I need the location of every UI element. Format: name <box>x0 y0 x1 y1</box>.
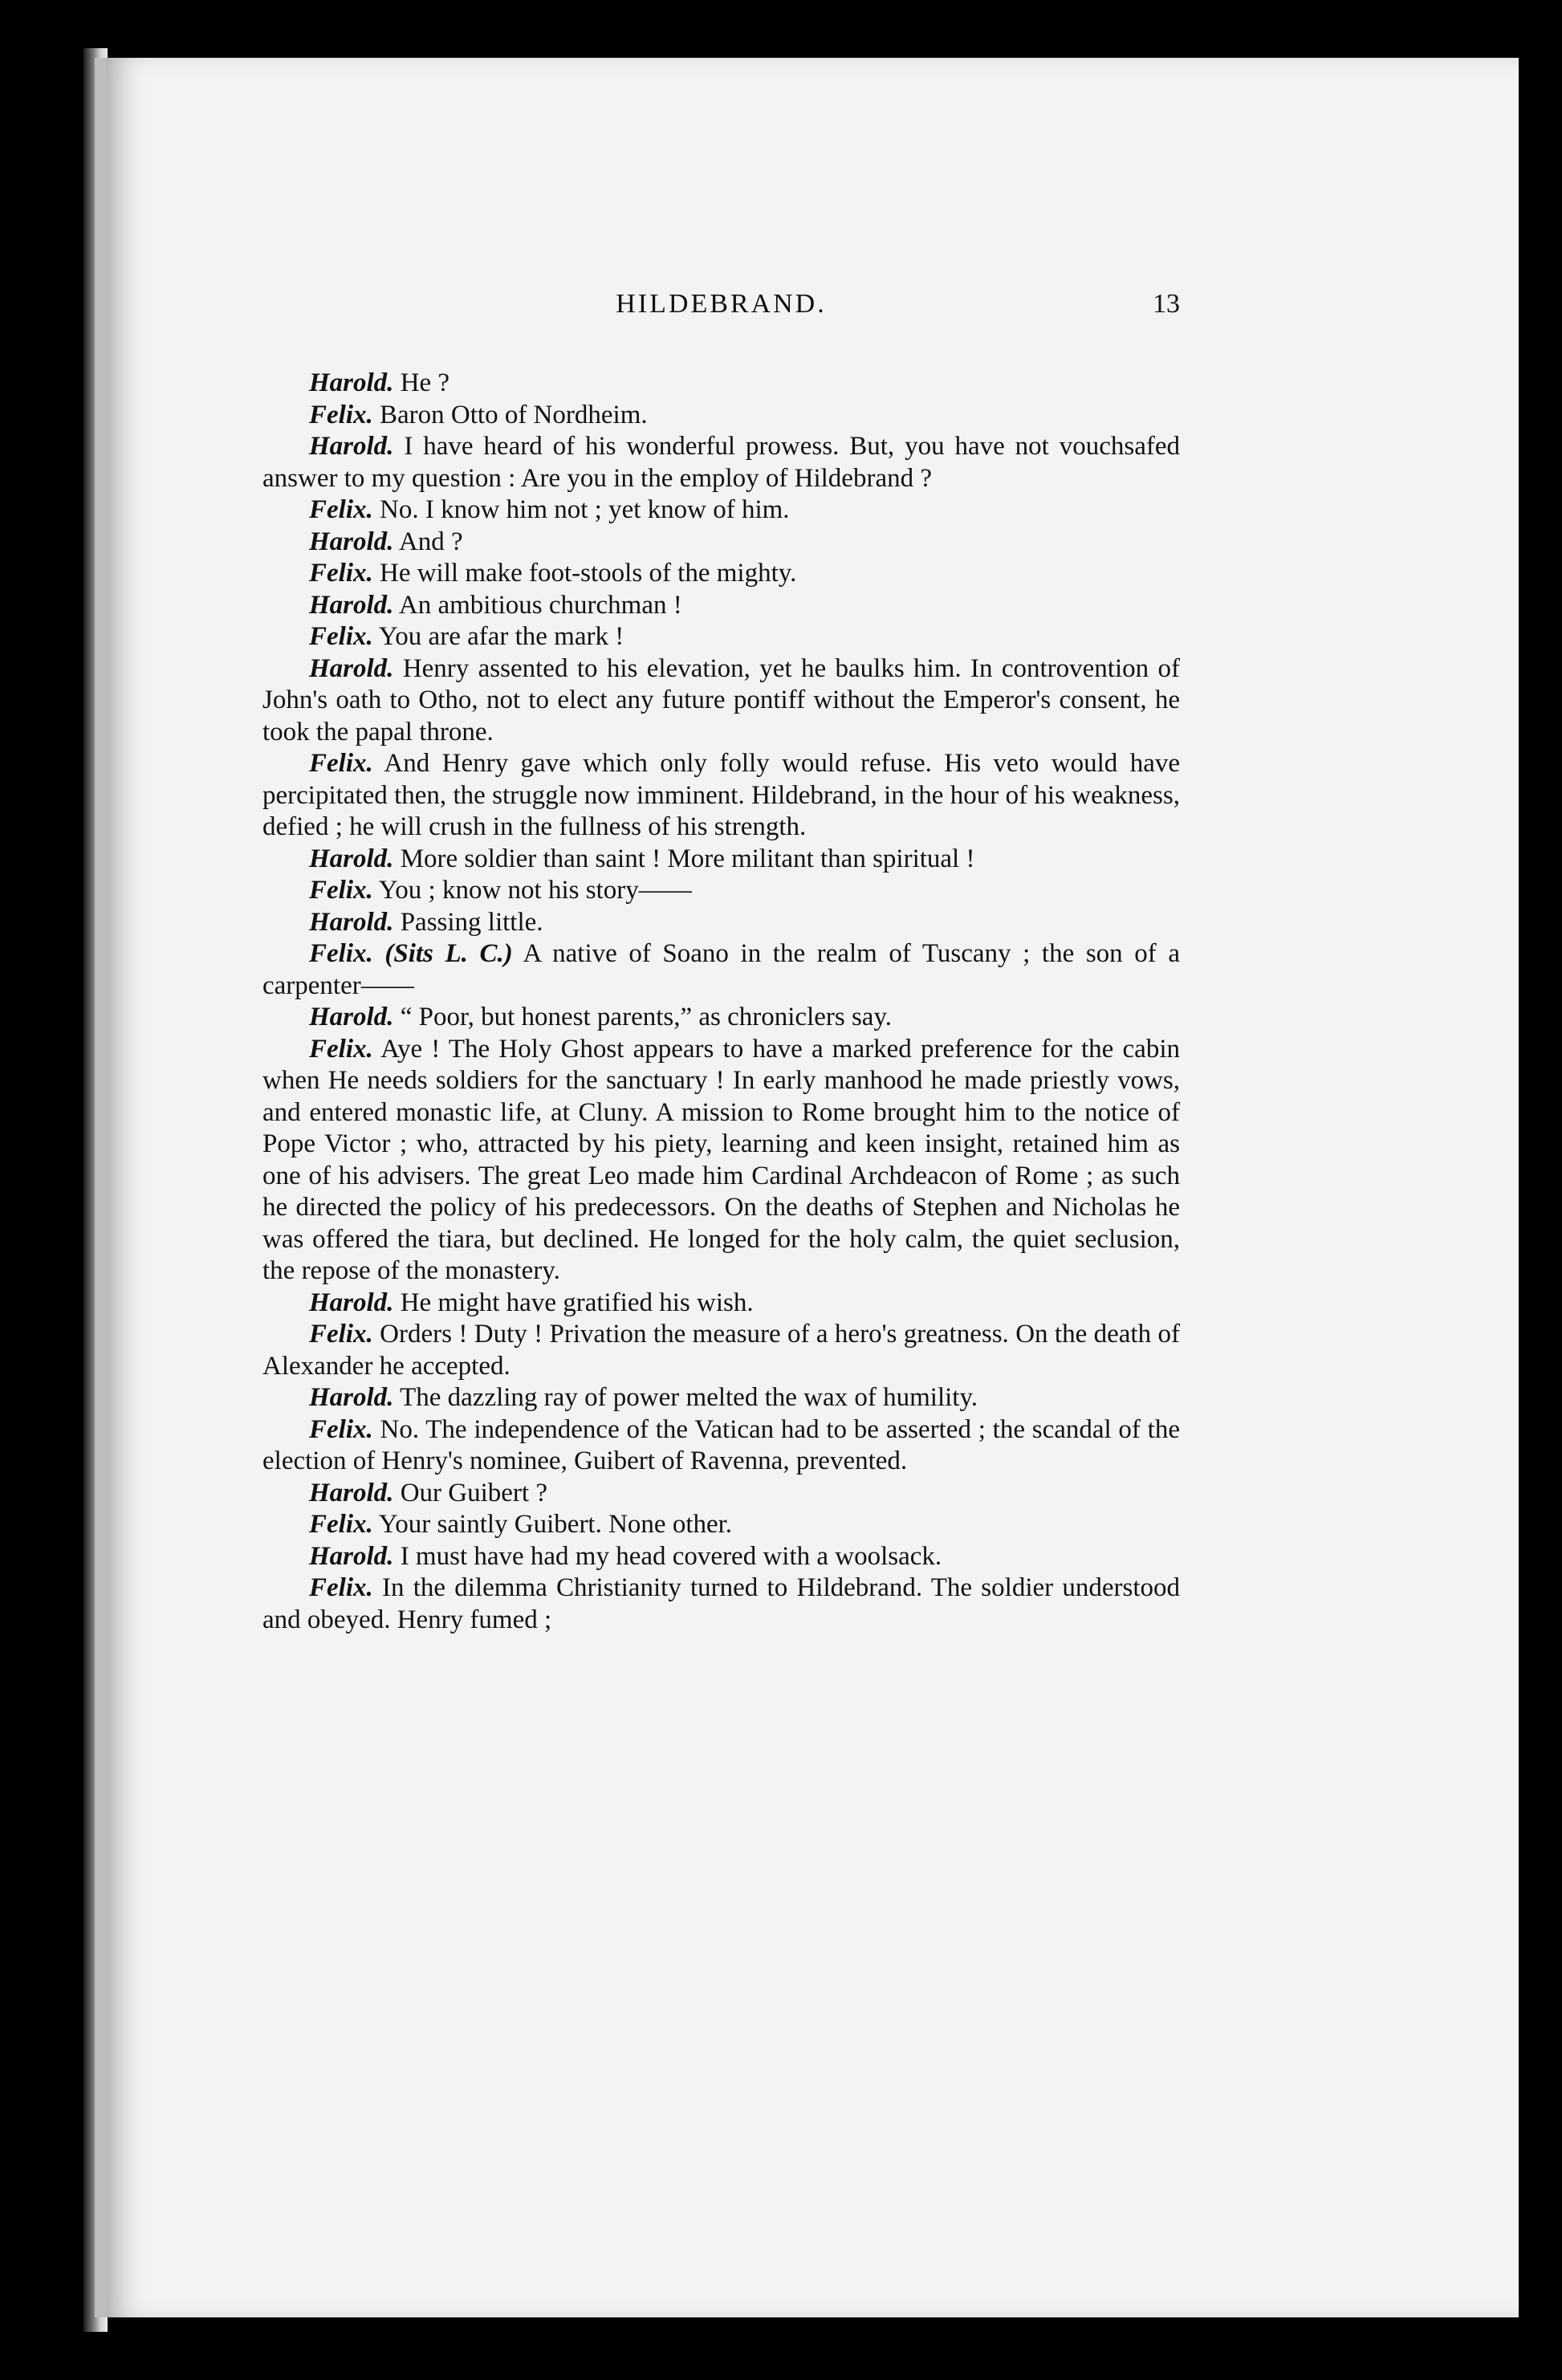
dialogue-line <box>262 1319 1180 1382</box>
dialogue-line <box>262 431 1180 494</box>
speaker-name: Harold. <box>309 1541 394 1571</box>
dialogue-line <box>262 368 1180 400</box>
dialogue-line <box>262 907 1180 939</box>
speech-text: Aye ! The Holy Ghost appears to have a marked preference for the cabin when He needs soldiers for the sanctuary ! In early manhood he made priestly vows, and entered monastic life, at Cluny. A mission to Rome brought him to the notice of Pope Victor ; who, attracted by his piety, learning and keen insight, retained him as one of his advisers. The great Leo made him Cardinal Archdeacon of Rome ; as such he directed the policy of his predecessors. On the deaths of Stephen and Nicholas he was offered the tiara, but declined. He longed for the holy calm, the quiet seclusion, the repose of the monastery. <box>262 1034 1180 1285</box>
dialogue-line <box>262 621 1180 653</box>
speaker-name: Harold. <box>309 1478 394 1507</box>
speech-text: An ambitious churchman ! <box>398 590 682 620</box>
dialogue-line <box>262 653 1180 749</box>
speech-text: I must have had my head covered with a woolsack. <box>400 1541 942 1571</box>
speaker-name: Felix. <box>309 1034 373 1064</box>
speaker-name: Felix. <box>309 1320 373 1349</box>
dialogue-body <box>262 368 1180 1636</box>
speech-text: You are afar the mark ! <box>378 622 624 651</box>
speaker-name: Harold. <box>309 432 394 461</box>
dialogue-line <box>262 1034 1180 1288</box>
speech-text: He will make foot-stools of the mighty. <box>380 559 797 588</box>
dialogue-line <box>262 1541 1180 1573</box>
dialogue-line <box>262 844 1180 876</box>
speech-text: And ? <box>398 527 463 556</box>
speech-text: Baron Otto of Nordheim. <box>380 400 648 429</box>
speech-text: I have heard of his wonderful prowess. But, you have not vouchsafed answer to my question : Are you in the employ of Hildebrand ? <box>262 432 1180 493</box>
speaker-name: Harold. <box>309 368 394 397</box>
speaker-name: Felix. <box>309 1510 373 1539</box>
dialogue-line <box>262 494 1180 527</box>
speaker-name: Felix. <box>309 749 373 778</box>
speech-text: “ Poor, but honest parents,” as chroniclers say. <box>400 1003 893 1031</box>
dialogue-line <box>262 1382 1180 1414</box>
stage-direction: (Sits L. C.) <box>384 939 513 968</box>
speech-text: Passing little. <box>400 907 543 937</box>
speaker-name: Harold. <box>309 590 394 620</box>
dialogue-line <box>262 400 1180 432</box>
dialogue-line <box>262 1572 1180 1636</box>
speaker-name: Harold. <box>309 1003 394 1031</box>
speech-text: No. The independence of the Vatican had to be asserted ; the scandal of the election of Henry's nominee, Guibert of Ravenna, prevented. <box>262 1414 1181 1475</box>
speech-text: He might have gratified his wish. <box>400 1288 754 1317</box>
speaker-name: Felix. <box>309 559 373 588</box>
speaker-name: Felix. <box>309 495 373 524</box>
speech-text: A native of Soano in the realm of Tuscany ; the son of a carpenter—— <box>262 939 1180 1000</box>
dialogue-line <box>262 1288 1180 1320</box>
speaker-name: Harold. <box>309 527 394 556</box>
running-title: HILDEBRAND. <box>616 289 827 319</box>
dialogue-line <box>262 1002 1180 1034</box>
speaker-name: Felix. <box>309 1414 373 1444</box>
speaker-name: Felix. <box>309 622 373 651</box>
speech-text: The dazzling ray of power melted the wax of humility. <box>400 1383 978 1412</box>
dialogue-line <box>262 748 1180 844</box>
speech-text: More soldier than saint ! More militant than spiritual ! <box>400 844 975 873</box>
speaker-name: Harold. <box>309 907 394 937</box>
dialogue-line <box>262 1509 1180 1541</box>
speech-text: And Henry gave which only folly would refuse. His veto would have percipitated then, the struggle now imminent. Hildebrand, in the hour of his weakness, defied ; he will crush in the fullness of his strength. <box>262 749 1180 841</box>
speaker-name: Felix. <box>309 400 373 429</box>
speech-text: No. I know him not ; yet know of him. <box>380 495 790 524</box>
speech-text: You ; know not his story—— <box>378 876 692 905</box>
dialogue-line <box>262 527 1180 559</box>
speaker-name: Harold. <box>309 653 394 683</box>
speech-text: Your saintly Guibert. None other. <box>378 1510 733 1539</box>
dialogue-line <box>262 1478 1180 1510</box>
dialogue-line <box>262 1414 1180 1478</box>
speech-text: In the dilemma Christianity turned to Hildebrand. The soldier understood and obeyed. Henry fumed ; <box>262 1573 1181 1634</box>
speaker-name: Harold. <box>309 1383 394 1412</box>
dialogue-line <box>262 558 1180 590</box>
speaker-name: Felix. <box>309 939 373 968</box>
speaker-name: Harold. <box>309 844 394 873</box>
speaker-name: Harold. <box>309 1288 394 1317</box>
page-header <box>262 289 1180 329</box>
dialogue-line <box>262 938 1180 1002</box>
dialogue-line <box>262 590 1180 622</box>
speech-text: Henry assented to his elevation, yet he baulks him. In controvention of John's oath to Otho, not to elect any future pontiff without the Emperor's consent, he took the papal throne. <box>262 653 1180 747</box>
dialogue-line <box>262 875 1180 907</box>
speaker-name: Felix. <box>309 1573 373 1602</box>
speech-text: He ? <box>400 368 450 397</box>
speech-text: Our Guibert ? <box>400 1478 547 1507</box>
speech-text: Orders ! Duty ! Privation the measure of a hero's greatness. On the death of Alexander he accepted. <box>262 1320 1180 1381</box>
page-number: 13 <box>1153 289 1180 319</box>
speaker-name: Felix. <box>309 876 373 905</box>
